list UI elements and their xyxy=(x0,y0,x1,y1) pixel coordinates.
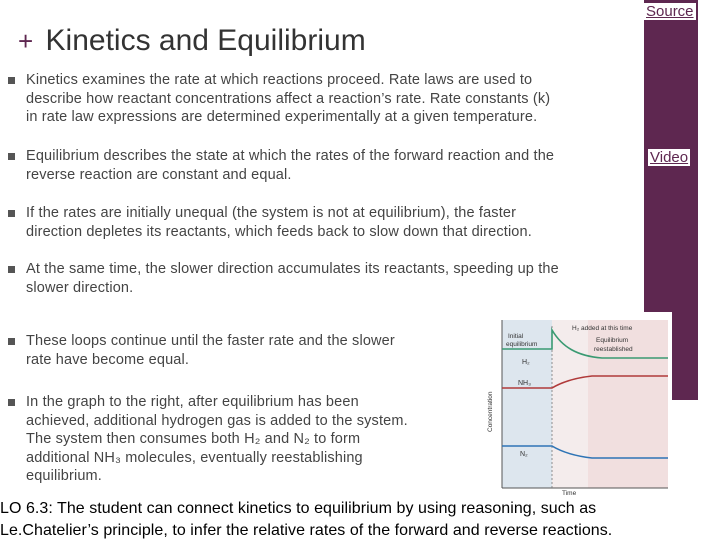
reestablished-label-1: Equilibrium xyxy=(596,337,629,344)
source-link[interactable]: Source xyxy=(646,3,694,20)
transition-region xyxy=(552,320,588,488)
bullet-line: describe how reactant concentrations affect a reaction’s rate. Rate constants (k) xyxy=(26,90,551,107)
equilibrium-graph xyxy=(482,312,672,496)
x-axis-label: Time xyxy=(562,490,577,496)
nh3-series-label: NH₃ xyxy=(518,380,531,387)
bullet-line: direction depletes its reactants, which feeds back to slow down that direction. xyxy=(26,223,532,240)
square-bullet-icon xyxy=(8,266,15,273)
bullet-line: additional NH₃ molecules, eventually reestablishing xyxy=(26,449,363,466)
bullet-line: If the rates are initially unequal (the system is not at equilibrium), the faster xyxy=(26,205,517,221)
h2-series-label: H₂ xyxy=(522,359,530,366)
initial-label-1: Initial xyxy=(508,333,524,340)
bullet-line: rate have become equal. xyxy=(26,351,190,368)
bullet-line: equilibrium. xyxy=(26,468,102,484)
plus-icon: + xyxy=(18,26,34,56)
bullet-line: Kinetics examines the rate at which reactions proceed. Rate laws are used to xyxy=(26,72,533,88)
bullet-line: achieved, additional hydrogen gas is added to the system. xyxy=(26,412,408,429)
bullet-line: These loops continue until the faster rate and the slower xyxy=(26,333,395,349)
y-axis-label: Concentration xyxy=(487,391,494,432)
bullet-line: slower direction. xyxy=(26,279,134,296)
bullet-line: At the same time, the slower direction accumulates its reactants, speeding up the xyxy=(26,261,559,277)
reestablished-label-2: reestablished xyxy=(594,346,633,353)
bullet-line: in rate law expressions are determined experimentally at a given temperature. xyxy=(26,109,538,125)
video-link[interactable]: Video xyxy=(650,149,689,166)
square-bullet-icon xyxy=(8,338,15,345)
bullet-line: Equilibrium describes the state at which the rates of the forward reaction and the xyxy=(26,148,555,164)
learning-objective xyxy=(0,498,720,542)
equilibrium-graph-svg xyxy=(482,312,672,496)
bullet-line: In the graph to the right, after equilibrium has been xyxy=(26,394,359,410)
square-bullet-icon xyxy=(8,210,15,217)
slide-title xyxy=(18,24,366,58)
square-bullet-icon xyxy=(8,77,15,84)
initial-label-2: equilibrium xyxy=(506,341,538,348)
n2-series-label: N₂ xyxy=(520,451,528,458)
square-bullet-icon xyxy=(8,153,15,160)
learning-objective-line: Le.Chatelier’s principle, to infer the relative rates of the forward and reverse reactions. xyxy=(0,522,613,539)
bullet-line: reverse reaction are constant and equal. xyxy=(26,166,292,183)
bullet-line: The system then consumes both H₂ and N₂ to form xyxy=(26,431,361,447)
learning-objective-line: LO 6.3: The student can connect kinetics to equilibrium by using reasoning, such as xyxy=(0,500,597,517)
square-bullet-icon xyxy=(8,399,15,406)
h2-added-annotation: H₂ added at this time xyxy=(572,325,633,332)
slide-title-text: Kinetics and Equilibrium xyxy=(45,24,366,57)
